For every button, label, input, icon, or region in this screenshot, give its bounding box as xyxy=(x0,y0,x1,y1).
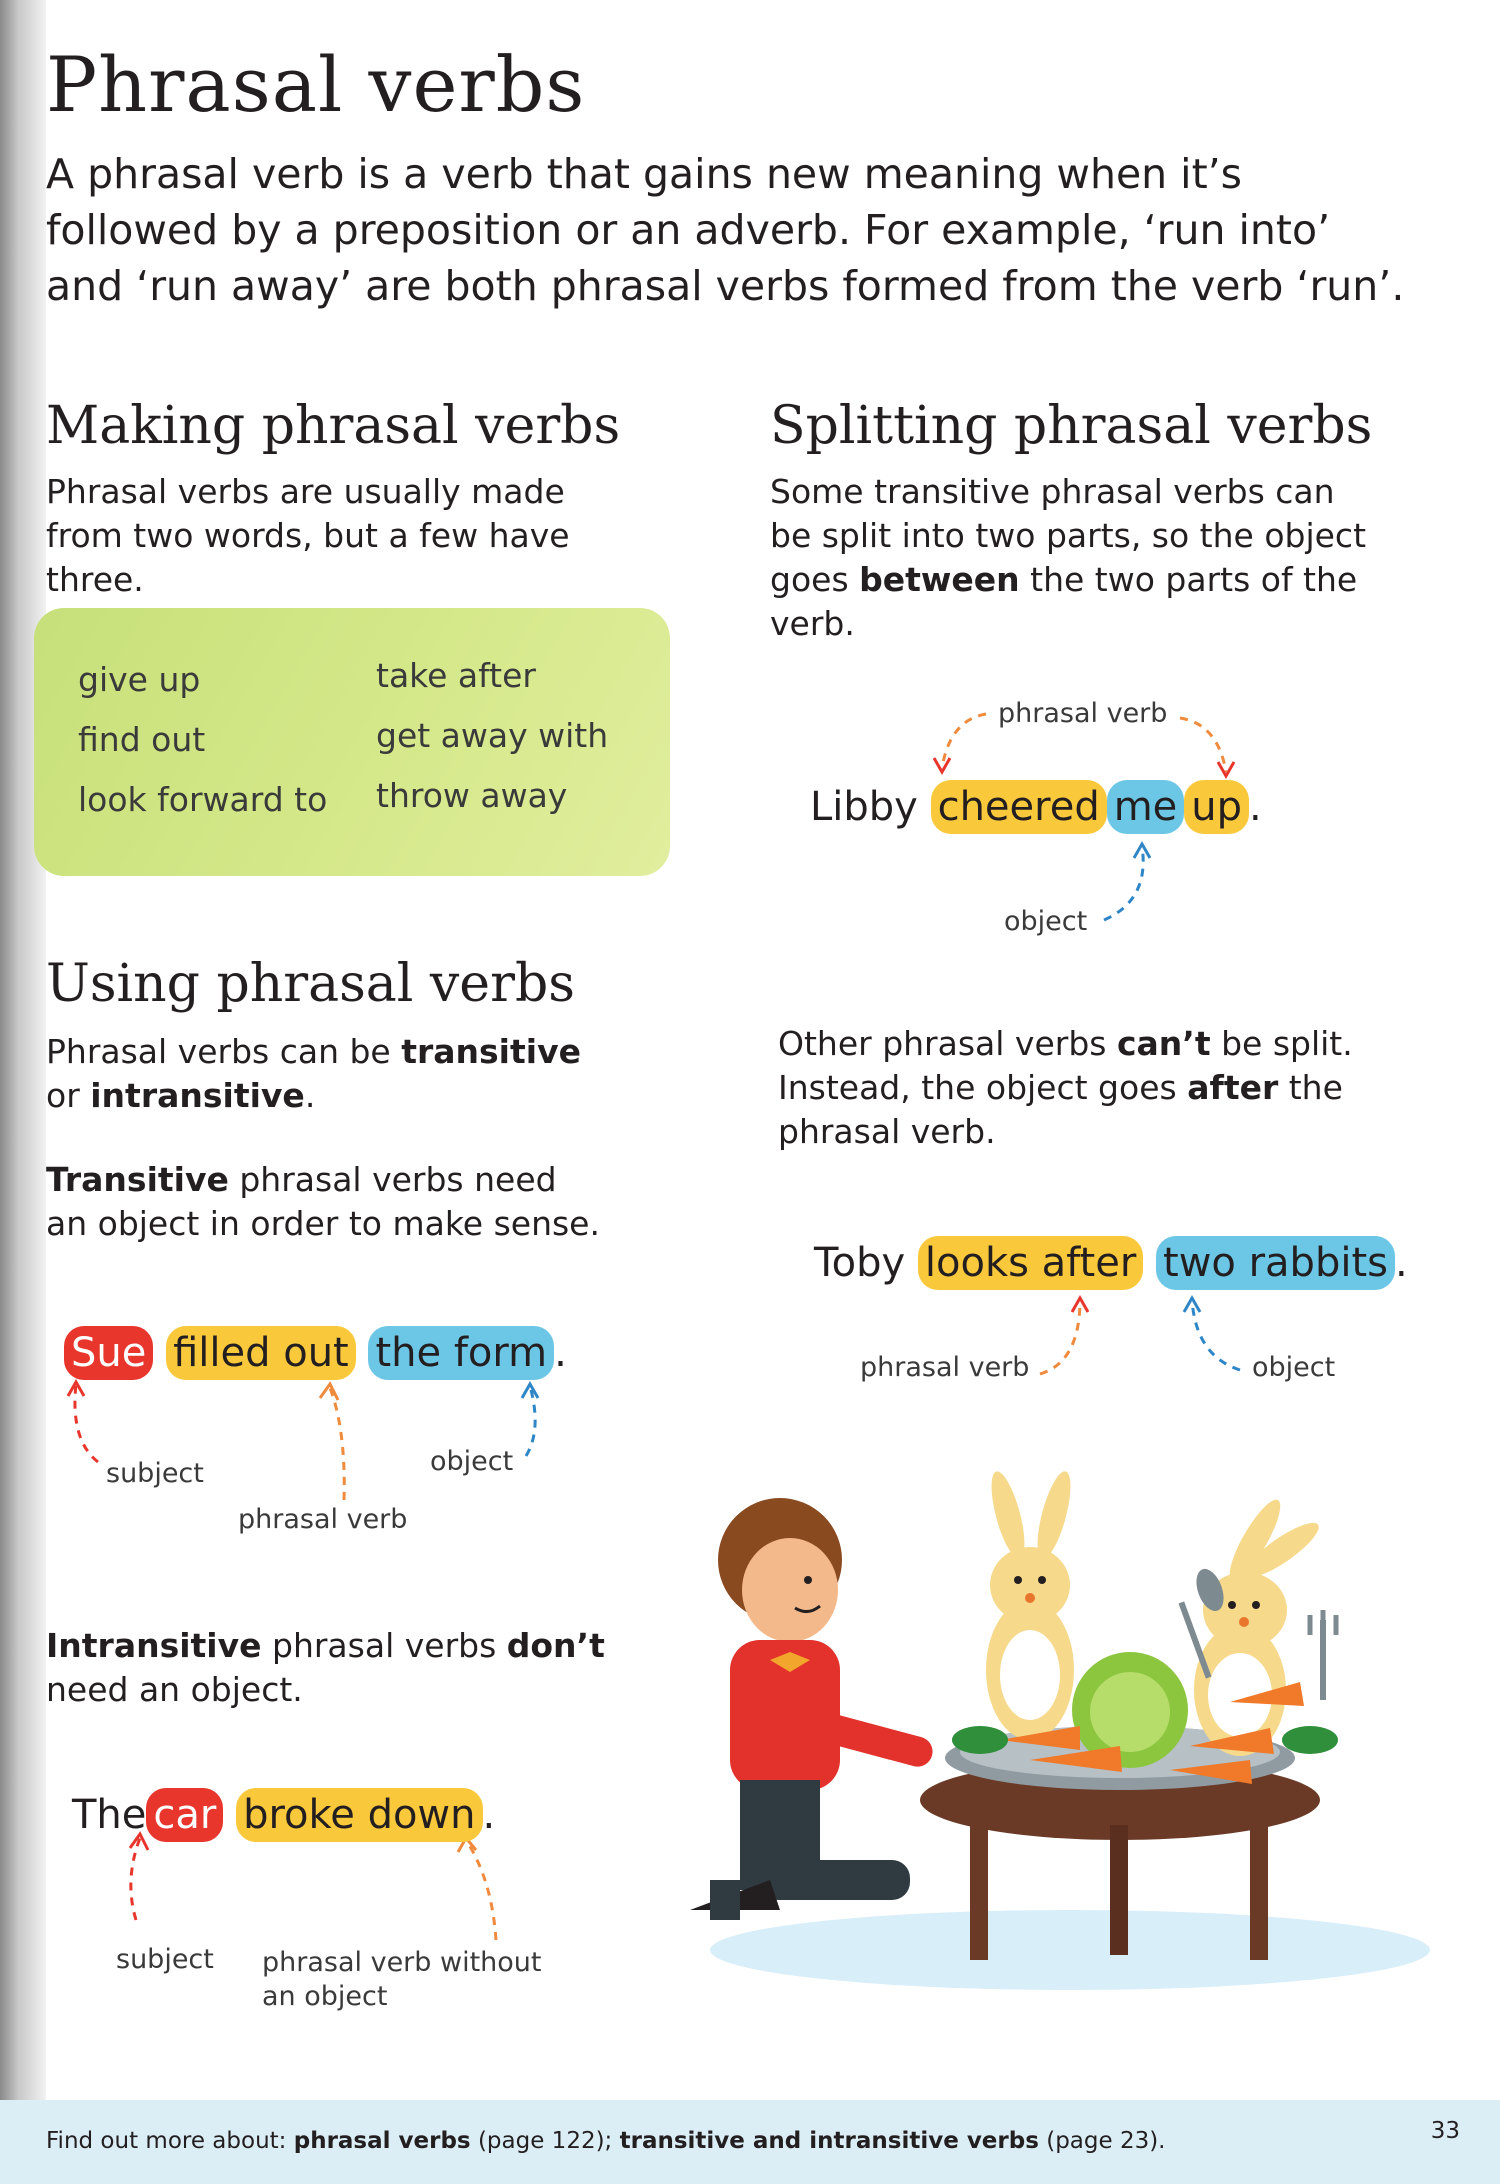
label-phrasal-verb: phrasal verb xyxy=(238,1504,408,1535)
example-item: find out xyxy=(78,720,206,759)
verb-highlight: up xyxy=(1184,780,1249,834)
example-sentence-sue: Sue filled out the form . xyxy=(64,1326,567,1380)
verb-highlight: cheered xyxy=(931,780,1107,834)
label-phrasal-verb: phrasal verb xyxy=(860,1352,1030,1383)
page-number: 33 xyxy=(1430,2118,1460,2144)
example-sentence-libby: Libby cheered me up . xyxy=(810,780,1262,834)
object-highlight: the form xyxy=(368,1326,554,1380)
example-item: throw away xyxy=(376,776,568,815)
label-object: object xyxy=(1004,906,1088,937)
intro-paragraph: A phrasal verb is a verb that gains new meaning when it’s followed by a preposition or an adverb. For example, ‘run into’ and ‘run away’ are both phrasal verbs formed from the verb ‘run’. xyxy=(46,150,1405,310)
example-item: look forward to xyxy=(78,780,328,819)
label-phrasal-verb: phrasal verb xyxy=(998,698,1168,729)
example-sentence-toby: Toby looks after two rabbits . xyxy=(814,1236,1408,1290)
label-phrasal-verb-no-object: phrasal verb without an object xyxy=(262,1947,542,2012)
example-item: take after xyxy=(376,656,536,695)
page-title: Phrasal verbs xyxy=(46,40,586,129)
label-subject: subject xyxy=(106,1458,204,1489)
example-item: give up xyxy=(78,660,201,699)
using-heading: Using phrasal verbs xyxy=(46,954,575,1014)
footer-link[interactable]: phrasal verbs xyxy=(293,2128,471,2154)
label-object: object xyxy=(430,1446,514,1477)
cant-split-text: Other phrasal verbs can’t be split. Instead, the object goes after the phrasal verb. xyxy=(778,1024,1353,1151)
verb-highlight: broke down xyxy=(236,1788,482,1842)
boy-and-rabbits-illustration xyxy=(670,1440,1430,2000)
making-text: Phrasal verbs are usually made from two words, but a few have three. xyxy=(46,472,570,599)
making-heading: Making phrasal verbs xyxy=(46,396,621,456)
verb-highlight: looks after xyxy=(918,1236,1143,1290)
splitting-text: Some transitive phrasal verbs can be split into two parts, so the object goes between the two parts of the verb. xyxy=(770,472,1367,643)
splitting-heading: Splitting phrasal verbs xyxy=(770,396,1373,456)
label-object: object xyxy=(1252,1352,1336,1383)
object-highlight: me xyxy=(1107,780,1185,834)
example-sentence-car: The car broke down . xyxy=(72,1788,495,1842)
intransitive-text: Intransitive phrasal verbs don’t need an object. xyxy=(46,1626,605,1709)
example-item: get away with xyxy=(376,716,609,755)
verb-highlight: filled out xyxy=(166,1326,356,1380)
find-out-more: Find out more about: phrasal verbs (page 122); transitive and intransitive verbs (page 23). xyxy=(46,2128,1166,2154)
subject-highlight: Sue xyxy=(64,1326,153,1380)
label-subject: subject xyxy=(116,1944,214,1975)
subject-highlight: car xyxy=(146,1788,223,1842)
using-text: Phrasal verbs can be transitive or intransitive. xyxy=(46,1032,581,1115)
object-highlight: two rabbits xyxy=(1156,1236,1395,1290)
footer-link[interactable]: transitive and intransitive verbs xyxy=(619,2128,1039,2154)
transitive-text: Transitive phrasal verbs need an object in order to make sense. xyxy=(46,1160,600,1243)
